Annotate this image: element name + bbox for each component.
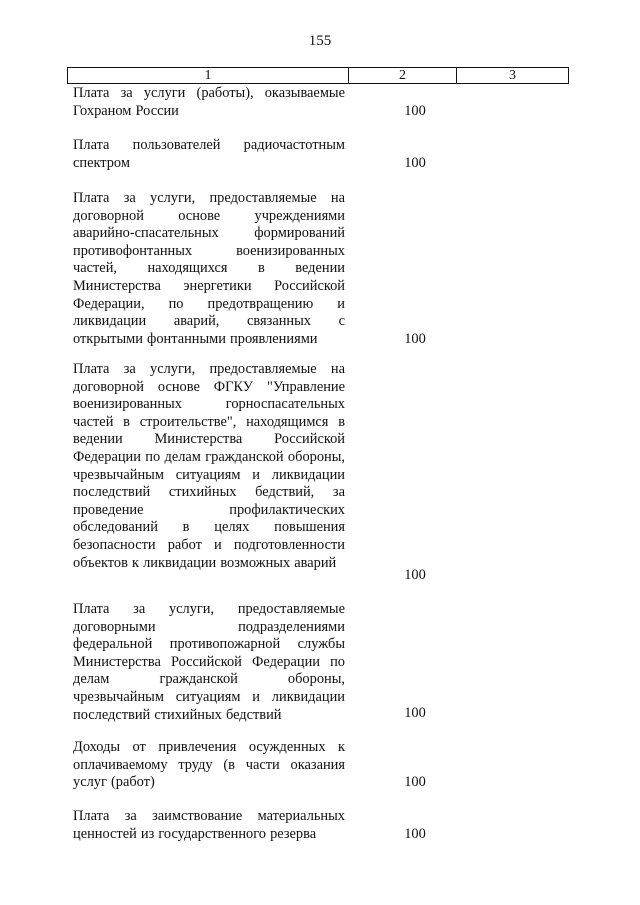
table-header-column-1: 1 <box>68 68 349 83</box>
table-row <box>73 739 573 792</box>
row-description: Доходы от привлечения осужденных к оплачиваемому труду (в части оказания услуг (работ) <box>73 739 345 791</box>
row-value: 100 <box>404 825 426 842</box>
row-value: 100 <box>404 774 426 791</box>
row-value: 100 <box>404 102 426 119</box>
table-header-column-2: 2 <box>349 68 457 83</box>
table-row <box>73 808 573 843</box>
row-value: 100 <box>404 330 426 347</box>
table-row <box>73 601 573 724</box>
row-description: Плата за заимствование материальных ценностей из государственного резерва <box>73 808 345 842</box>
table-row <box>73 190 573 348</box>
row-description: Плата за услуги, предоставляемые на договорной основе ФГКУ "Управление военизированных горноспасательных частей в строительстве", находящимся в ведении Министерства Российской Федерации по делам гражданской обороны, чрезвычайным ситуациям и ликвидации последствий стихийных бедствий, за проведение профилактических обследований в целях повышения безопасности работ и подготовленности объектов к ликвидации возможных аварий <box>73 361 345 571</box>
table-header-column-3: 3 <box>509 68 516 83</box>
row-value: 100 <box>404 567 426 583</box>
table-header-row <box>67 67 569 84</box>
row-description: Плата за услуги (работы), оказываемые Гохраном России <box>73 85 345 119</box>
row-description: Плата пользователей радиочастотным спектром <box>73 137 345 171</box>
row-value: 100 <box>404 154 426 171</box>
table-row <box>73 361 573 583</box>
page-number: 155 <box>308 33 332 49</box>
row-description: Плата за услуги, предоставляемые на договорной основе учреждениями аварийно-спасательных формирований противофонтанных военизированных частей, находящихся в ведении Министерства энергетики Российской Федерации, по предотвращению и ликвидации аварий, связанных с открытыми фонтанными проявлениями <box>73 190 345 347</box>
table-row <box>73 85 573 120</box>
row-description: Плата за услуги, предоставляемые договорными подразделениями федеральной противопожарной службы Министерства Российской Федерации по делам гражданской обороны, чрезвычайным ситуациям и ликвидации последствий стихийных бедствий <box>73 601 345 723</box>
row-value: 100 <box>404 705 426 721</box>
table-row <box>73 137 573 172</box>
